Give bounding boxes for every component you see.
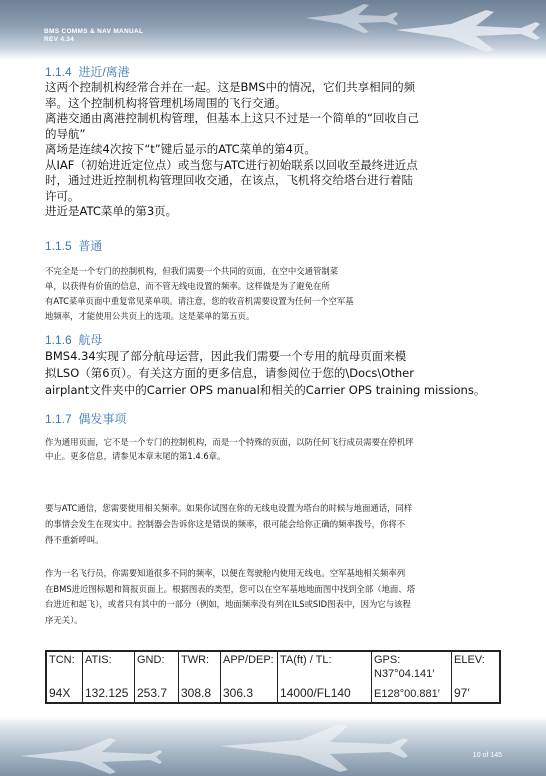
info-cell: [372, 652, 452, 702]
text-line: 作为通用页面，它不是一个专门的控制机构，而是一个特殊的页面，以防任何飞行成员需要在停机坪: [45, 437, 414, 447]
jet-formation-graphic: [246, 0, 546, 60]
paragraph: [45, 500, 505, 548]
info-label: GND:: [137, 654, 165, 666]
section-title: 航母: [78, 333, 103, 347]
section-1-1-6: [45, 332, 505, 399]
section-heading: [45, 411, 505, 427]
text-line: 要与ATC通信，您需要使用相关频率。如果你试图在你的无线电设置为塔台的时候与地面通话，同样: [45, 503, 413, 513]
page-header: [0, 0, 546, 60]
info-cell: [452, 652, 485, 702]
info-cell: [47, 652, 83, 702]
section-1-1-5: [45, 238, 505, 324]
text-line: 拟LSO（第6页）。有关这方面的更多信息，请参阅位于您的\Docs\Other: [45, 366, 414, 380]
text-line: 地频率，才能使用公共页上的选项。这是菜单的第五页。: [45, 311, 255, 321]
text-line: 从IAF（初始进近定位点）或当您与ATC进行初始联系以回收至最终进近点: [45, 157, 418, 172]
text-line: 作为一名飞行员，你需要知道很多不同的频率，以便在驾驶舱内使用无线电。空军基地相关频率列: [45, 568, 406, 578]
text-line: 许可。: [45, 188, 80, 203]
section-body: [45, 264, 505, 324]
info-cell: [179, 652, 221, 702]
doc-revision: REV 4.34: [44, 36, 75, 43]
info-value: 132.125: [85, 686, 129, 700]
section-body: [45, 348, 505, 399]
info-cell: [278, 652, 372, 702]
text-line: 中止。更多信息，请参见本章末尾的第1.4.6章。: [45, 451, 226, 461]
page-number: 10 of 145: [472, 752, 502, 759]
text-line: 率。这个控制机构将管理机场周围的飞行交通。: [45, 95, 287, 110]
section-number: 1.1.7: [45, 412, 72, 426]
info-label: ATIS:: [85, 654, 112, 666]
text-line: 进近是ATC菜单的第3页。: [45, 204, 178, 218]
info-value: N37°04.141′: [374, 668, 435, 680]
section-title: 普通: [78, 239, 103, 253]
section-title: 进近/离港: [78, 65, 130, 79]
info-value: E128°00.881′: [374, 688, 440, 700]
document-title: [44, 28, 143, 44]
section-heading: [45, 332, 505, 348]
text-line: 有ATC菜单页面中重复常见菜单项。请注意，您的收音机需要设置为任何一个空军基: [45, 296, 354, 306]
info-cell: [135, 652, 179, 702]
text-line: 台进近和起飞），或者只有其中的一部分（例如，地面频率没有列在ILS或SID图表中，因为它与该程: [45, 599, 411, 609]
paragraph: [45, 435, 505, 463]
section-1-1-4: [45, 64, 505, 220]
text-line: 得不重新呼叫。: [45, 535, 104, 545]
info-value: 14000/FL140: [280, 686, 351, 700]
text-line: 这两个控制机构经常合并在一起。这是BMS中的情况，它们共享相同的频: [45, 80, 416, 94]
section-body: [45, 80, 505, 220]
paragraph: [45, 566, 505, 628]
page-footer: [0, 716, 546, 776]
text-line: 时，通过进近控制机构管理回收交通，在该点，飞机将交给塔台进行着陆: [45, 173, 413, 187]
text-line: 离场是连续4次按下“t”键后显示的ATC菜单的第4页。: [45, 142, 316, 156]
jet-formation-graphic: [0, 716, 546, 776]
section-title: 偶发事项: [78, 412, 127, 426]
text-line: airplant文件夹中的Carrier OPS manual和相关的Carrier OPS training missions。: [45, 383, 486, 397]
info-label: GPS:: [374, 654, 401, 666]
section-number: 1.1.5: [45, 239, 72, 253]
info-label: TCN:: [49, 654, 75, 666]
text-line: 的事情会发生在现实中。控制器会告诉你这是错误的频率，很可能会给你正确的频率拨号，你将不: [45, 519, 406, 529]
doc-title-line1: BMS COMMS & NAV MANUAL: [44, 28, 144, 35]
text-line: 的导航”: [45, 126, 86, 141]
info-value: 253.7: [137, 686, 168, 700]
airbase-info-bar: [45, 650, 501, 704]
text-line: 序无关）。: [45, 614, 83, 625]
info-value: 306.3: [223, 686, 254, 700]
text-line: 在BMS进近图标题和简报页面上。根据图表的类型，您可以在空军基地地面图中找到全部（地面、塔: [45, 583, 416, 594]
info-label: APP/DEP:: [223, 654, 274, 666]
section-number: 1.1.6: [45, 333, 72, 347]
section-heading: [45, 238, 505, 254]
info-label: TA(ft) / TL:: [280, 654, 332, 666]
info-value: 94X: [49, 686, 71, 700]
section-1-1-7: [45, 411, 505, 463]
info-value: 97′: [454, 686, 470, 700]
section-number: 1.1.4: [45, 65, 72, 79]
text-line: 离港交通由离港控制机构管理，但基本上这只不过是一个简单的“回收自己: [45, 111, 419, 125]
info-label: TWR:: [181, 654, 210, 666]
info-cell: [83, 652, 135, 702]
info-label: ELEV:: [454, 654, 485, 666]
info-value: 308.8: [181, 686, 212, 700]
text-line: BMS4.34实现了部分航母运营，因此我们需要一个专用的航母页面来模: [45, 349, 407, 363]
section-heading: [45, 64, 505, 80]
text-line: 不完全是一个专门的控制机构，但我们需要一个共同的页面，在空中交通管制菜: [45, 266, 339, 276]
info-cell: [221, 652, 278, 702]
text-line: 单，以获得有价值的信息，而不管无线电设置的频率。这样做是为了避免在所: [45, 281, 330, 291]
